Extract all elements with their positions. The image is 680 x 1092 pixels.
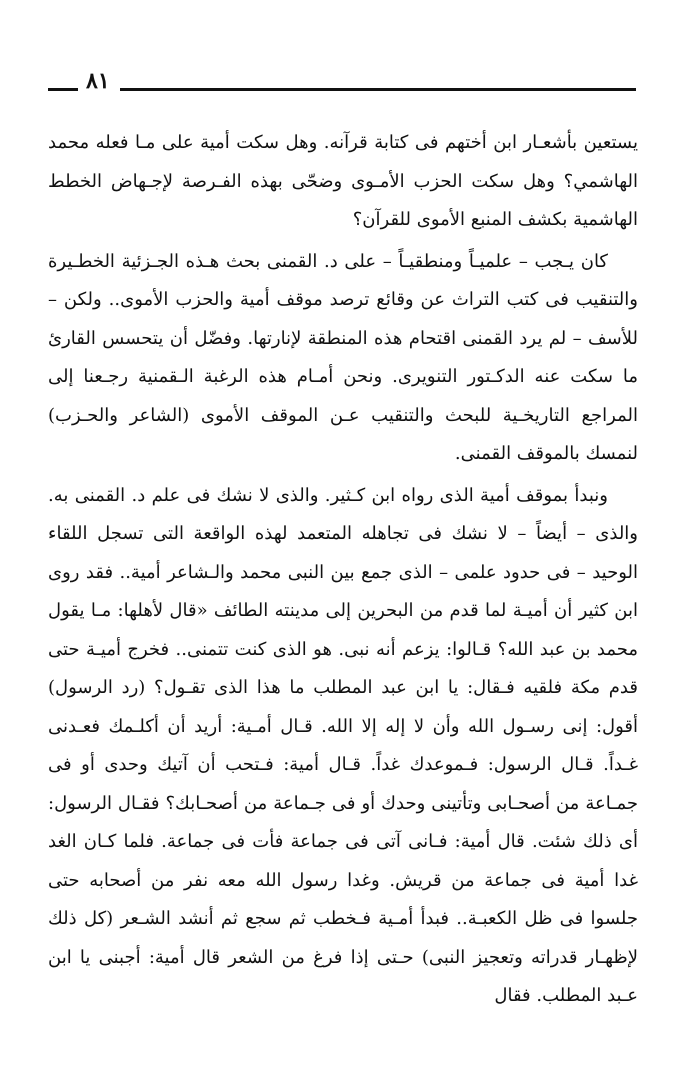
header-rule-short — [48, 88, 78, 91]
paragraph-1: يستعين بأشعـار ابن أختهم فى كتابة قرآنه. وهل سكت أمية على مـا فعله محمد الهاشمي؟ وهل سكت الحزب الأمـوى وضحّى بهذه الفـرصة لإجـهاض الخطط الهاشمية بكشف المنبع الأموى للقرآن؟ — [48, 132, 638, 230]
body-text — [48, 124, 638, 1019]
header-rule-long — [120, 88, 636, 91]
paragraph-2: كان يـجب – علميـاً ومنطقيـاً – على د. القمنى بحث هـذه الجـزئية الخطـيرة والتنقيب فى كتب التراث عن وقائع ترصد موقف أمية والحزب الأموى.. ولكن – للأسف – لم يرد القمنى اقتحام هذه المنطقة لإنارتها. وفضّل أن يتحسس القارئ ما سكت عنه الدكـتور التنويرى. ونحن أمـام هذه الرغبة الـقمنية رجـعنا إلى المراجع التاريخـية للبحث والتنقيب عـن الموقف الأموى (الشاعر والحـزب) لنمسك بالموقف القمنى. — [48, 250, 638, 464]
page-number: ٨١ — [86, 68, 110, 94]
paragraph-3: ونبدأ بموقف أمية الذى رواه ابن كـثير. والذى لا نشك فى علم د. القمنى به. والذى – أيضاً – لا نشك فى تجاهله المتعمد لهذه الواقعة التى تسجل اللقاء الوحيد – فى حدود علمى – الذى جمع بين النبى محمد والـشاعر أمية.. فقد روى ابن كثير أن أميـة لما قدم من البحرين إلى مدينته الطائف «قال لأهلها: مـا يقول محمد بن عبد الله؟ قـالوا: يزعم أنه نبى. هو الذى كنت تتمنى.. فخرج أميـة حتى قدم مكة فلقيه فـقال: يا ابن عبد المطلب ما هذا الذى تقـول؟ (رد الرسول) أقول: إنى رسـول الله وأن لا إله إلا الله. قـال أمـية: أريد أن أكلـمك فعـدنى غـداً. قـال الرسول: فـموعدك غداً. قـال أمية: فـتحب أن آتيك وحدى أو فى جمـاعة من أصحـابى وتأتينى وحدك أو فى جـماعة من أصحـابك؟ فقـال الرسول: أى ذلك شئت. قال أمية: فـانى آتى فى جماعة فأت فى جماعة. فلما كـان الغد غدا أمية فى جماعة من قريش. وغدا رسول الله معه نفر من أصحابه حتى جلسوا فى ظل الكعبـة.. فبدأ أمـية فـخطب ثم سجع ثم أنشد الشـعر (كل ذلك لإظهـار قدراته وتعجيز النبى) حـتى إذا فرغ من الشعر قال أمية: أجبنى يا ابن عـبد المطلب. فقال — [48, 484, 638, 1006]
page-header — [48, 68, 636, 98]
